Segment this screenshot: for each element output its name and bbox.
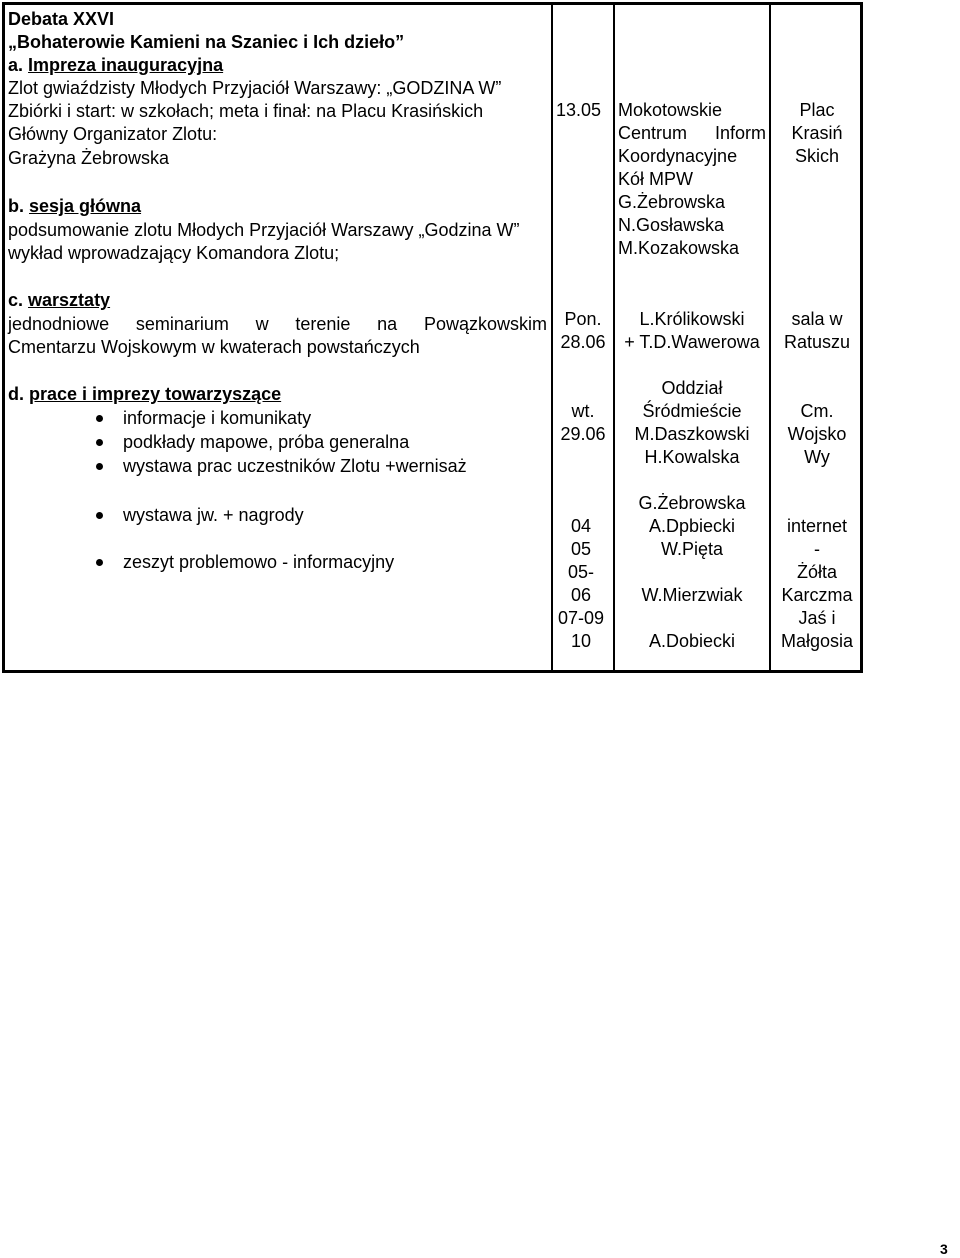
section-c-word: jednodniowe (8, 314, 110, 334)
bullet-dot-icon (96, 512, 103, 519)
section-c-word: w (255, 314, 269, 334)
page-number: 3 (940, 1241, 948, 1257)
section-c-line (8, 313, 547, 336)
section-b-line: podsumowanie zlotu Młodych Przyjaciół Warszawy „Godzina W” (8, 220, 520, 240)
bullet-dot-icon (96, 439, 103, 446)
row3-date-line: wt. (571, 401, 595, 421)
section-b-line: wykład wprowadzający Komandora Zlotu; (8, 243, 340, 263)
row3-person-line: M.Daszkowski (634, 424, 750, 444)
section-d-bullet-item: wystawa prac uczestników Zlotu +wernisaż (123, 456, 467, 476)
row1-person-line: N.Gosławska (618, 215, 725, 235)
section-b-heading (8, 195, 141, 218)
row2-person-line: + T.D.Wawerowa (624, 332, 760, 352)
section-c-word: terenie (295, 314, 351, 334)
document-title: Debata XXVI (8, 9, 115, 29)
row4-person-line: G.Żebrowska (638, 493, 746, 513)
bullet-dot-icon (96, 559, 103, 566)
section-b-prefix: b. (8, 196, 24, 216)
row1-person-line (618, 122, 766, 145)
row4-date-line: 05- (567, 562, 594, 582)
section-c-word: Powązkowskim (423, 314, 547, 334)
section-d-bullet-item: informacje i komunikaty (123, 408, 312, 428)
section-c-line: Cmentarzu Wojskowym w kwaterach powstańczych (8, 337, 420, 357)
section-d-bullet-item: zeszyt problemowo - informacyjny (123, 552, 395, 572)
section-a-line: Główny Organizator Zlotu: (8, 124, 218, 144)
row4-person-line: A.Dpbiecki (648, 516, 736, 536)
row4-date-line: 04 (570, 516, 592, 536)
row1-place-line: Plac (799, 100, 835, 120)
section-d-title: prace i imprezy towarzyszące (29, 384, 282, 404)
section-d-bullet-item: podkłady mapowe, próba generalna (123, 432, 410, 452)
row2-date-line: Pon. (564, 309, 602, 329)
row4-place-line: internet (786, 516, 848, 536)
row4-person-line: W.Mierzwiak (641, 585, 743, 605)
section-d-bullet-item: wystawa jw. + nagrody (123, 505, 304, 525)
section-a-heading (8, 54, 223, 77)
row1-person-word: Inform (714, 123, 766, 143)
row3-date-line: 29.06 (560, 424, 606, 444)
section-a-line: Zlot gwiaździsty Młodych Przyjaciół Warszawy: „GODZINA W” (8, 78, 502, 98)
row1-person-line: Kół MPW (618, 169, 694, 189)
section-c-word: seminarium (135, 314, 229, 334)
row4-date-line: 06 (570, 585, 592, 605)
section-b-title: sesja główna (29, 196, 142, 216)
row3-place-line: Cm. (800, 401, 834, 421)
row4-date-line: 07-09 (557, 608, 605, 628)
row2-date-line: 28.06 (560, 332, 606, 352)
row4-person-line: W.Pięta (660, 539, 724, 559)
row4-person-line: A.Dobiecki (648, 631, 736, 651)
row4-date-line: 05 (570, 539, 592, 559)
row4-place-line: Jaś i (798, 608, 836, 628)
row1-person-word: Centrum (618, 123, 688, 143)
section-c-title: warsztaty (28, 290, 111, 310)
row2-place-line: Ratuszu (783, 332, 851, 352)
row2-person-line: L.Królikowski (639, 309, 745, 329)
section-d-heading (8, 383, 281, 406)
row4-place-line: Żółta (796, 562, 838, 582)
row1-person-line: Koordynacyjne (618, 146, 738, 166)
row3-person-line: Oddział (661, 378, 723, 398)
bullet-dot-icon (96, 415, 103, 422)
section-c-prefix: c. (8, 290, 24, 310)
row1-person-line: Mokotowskie (618, 100, 723, 120)
row1-place-line: Krasiń (791, 123, 843, 143)
row1-person-line: G.Żebrowska (618, 192, 726, 212)
section-c-heading (8, 289, 110, 312)
row1-place-line: Skich (794, 146, 839, 166)
row3-place-line: Wojsko (787, 424, 847, 444)
row3-place-line: Wy (804, 447, 830, 467)
section-a-line: Grażyna Żebrowska (8, 148, 170, 168)
row3-person-line: Śródmieście (642, 401, 742, 421)
section-a-title: Impreza inauguracyjna (28, 55, 224, 75)
row4-date-line: 10 (570, 631, 592, 651)
row4-place-line: Małgosia (780, 631, 854, 651)
row3-person-line: H.Kowalska (644, 447, 740, 467)
row1-person-line: M.Kozakowska (618, 238, 740, 258)
row4-place-line: Karczma (781, 585, 853, 605)
row1-date: 13.05 (556, 100, 602, 120)
section-a-line: Zbiórki i start: w szkołach; meta i finał: na Placu Krasińskich (8, 101, 484, 121)
section-d-prefix: d. (8, 384, 24, 404)
section-a-prefix: a. (8, 55, 24, 75)
section-c-word: na (377, 314, 398, 334)
document-subtitle: „Bohaterowie Kamieni na Szaniec i Ich dzieło” (8, 32, 405, 52)
bullet-dot-icon (96, 463, 103, 470)
row4-place-line: - (814, 539, 820, 559)
row2-place-line: sala w (791, 309, 843, 329)
